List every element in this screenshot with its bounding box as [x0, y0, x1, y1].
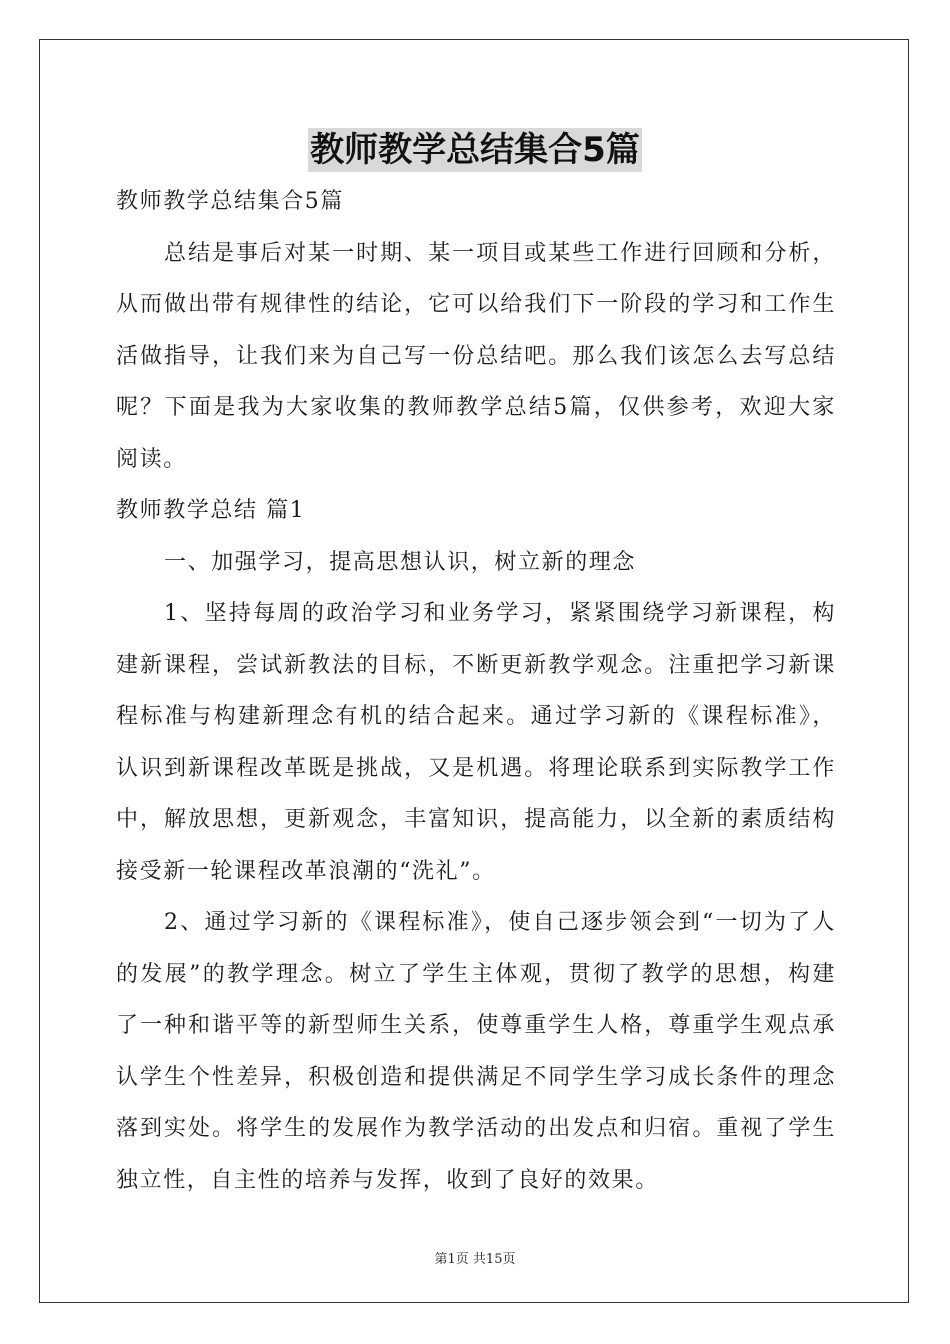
body-paragraph-1: 1、坚持每周的政治学习和业务学习，紧紧围绕学习新课程，构建新课程，尝试新教法的目标，不断更新教学观念。注重把学习新课程标准与构建新理念有机的结合起来。通过学习新的《课程标准》，认识到新课程改革既是挑战，又是机遇。将理论联系到实际教学工作中，解放思想，更新观念，丰富知识，提高能力，以全新的素质结构接受新一轮课程改革浪潮的“洗礼”。 — [116, 601, 836, 884]
document-body — [116, 176, 836, 1206]
document-title: 教师教学总结集合5篇 — [310, 130, 640, 170]
page-footer: 第1页 共15页 — [434, 1252, 516, 1267]
intro-paragraph: 总结是事后对某一时期、某一项目或某些工作进行回顾和分析，从而做出带有规律性的结论，它可以给我们下一阶段的学习和工作生活做指导，让我们来为自己写一份总结吧。那么我们该怎么去写总结呢？下面是我为大家收集的教师教学总结5篇，仅供参考，欢迎大家阅读。 — [116, 240, 836, 472]
section-heading: 教师教学总结 篇1 — [116, 498, 306, 523]
subsection-heading: 一、加强学习，提高思想认识，树立新的理念 — [164, 549, 637, 575]
subtitle-paragraph: 教师教学总结集合5篇 — [116, 189, 344, 214]
body-paragraph-2: 2、通过学习新的《课程标准》，使自己逐步领会到“一切为了人的发展”的教学理念。树立了学生主体观，贯彻了教学的思想，构建了一种和谐平等的新型师生关系，使尊重学生人格，尊重学生观点承认学生个性差异，积极创造和提供满足不同学生学习成长条件的理念落到实处。将学生的发展作为教学活动的出发点和归宿。重视了学生独立性，自主性的培养与发挥，收到了良好的效果。 — [116, 910, 836, 1193]
title-container — [0, 128, 950, 172]
